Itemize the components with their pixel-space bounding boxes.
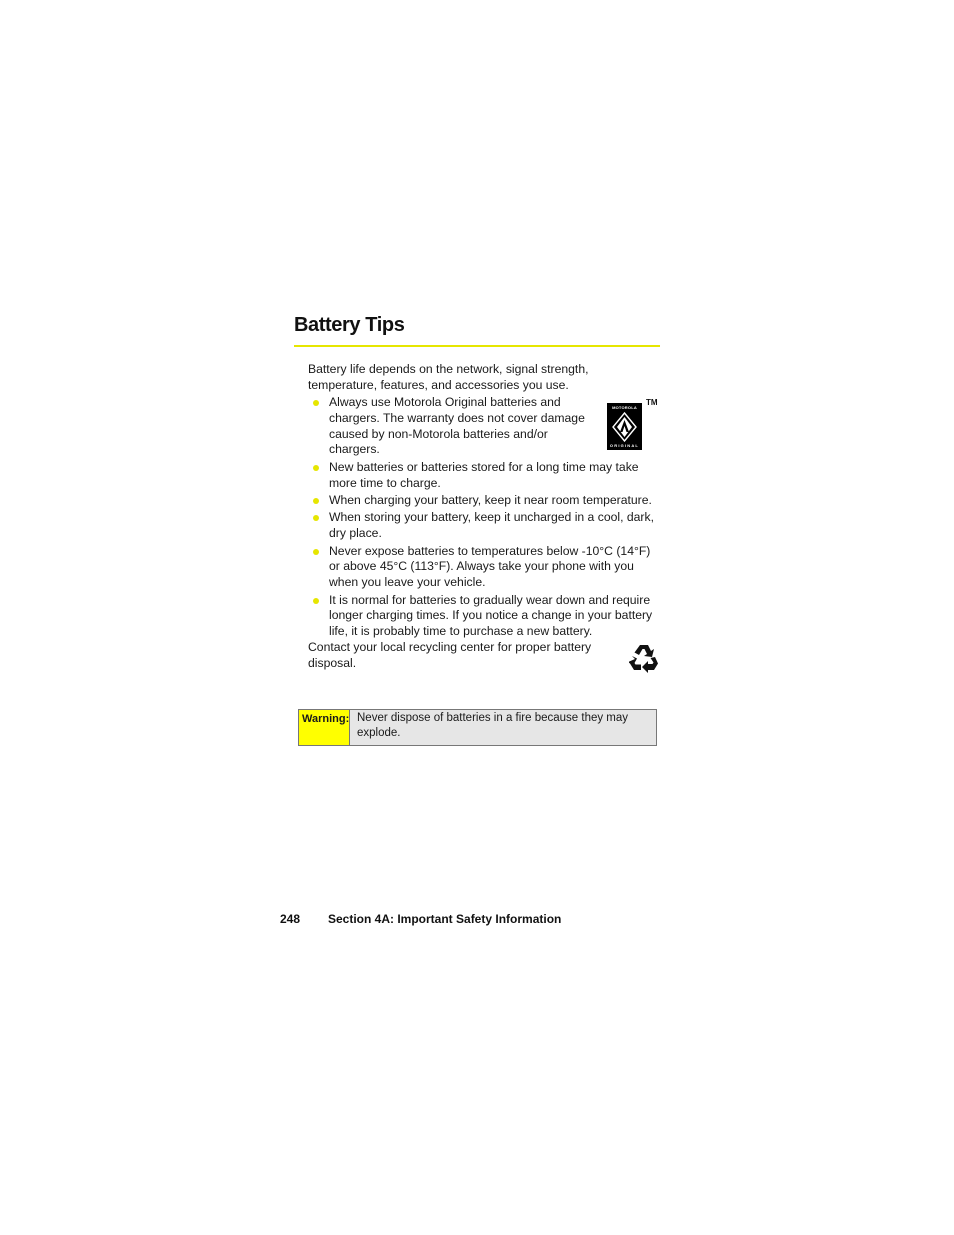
section-title: Section 4A: Important Safety Information bbox=[328, 912, 562, 926]
list-item-text: When charging your battery, keep it near room temperature. bbox=[329, 492, 652, 507]
bullet-icon bbox=[313, 400, 319, 406]
warning-text: Never dispose of batteries in a fire because they may explode. bbox=[357, 712, 629, 739]
warning-label: Warning: bbox=[299, 710, 350, 745]
list-item bbox=[308, 593, 660, 640]
bullet-icon bbox=[313, 515, 319, 521]
recycle-icon bbox=[629, 643, 659, 673]
bullet-icon bbox=[313, 598, 319, 604]
page-title: Battery Tips bbox=[294, 314, 405, 336]
list-item-text: It is normal for batteries to gradually wear down and require longer charging times. If you notice a change in your battery life, it is probably time to purchase a new battery. bbox=[329, 592, 653, 639]
title-underline bbox=[294, 345, 660, 347]
intro-paragraph: Battery life depends on the network, signal strength, temperature, features, and accessories you use. bbox=[308, 362, 589, 392]
bullet-icon bbox=[313, 465, 319, 471]
list-item-text: Always use Motorola Original batteries and chargers. The warranty does not cover damage caused by non-Motorola batteries and/or chargers. bbox=[329, 395, 585, 457]
warning-box bbox=[298, 709, 657, 746]
list-item bbox=[308, 510, 660, 542]
logo-original-text: ORIGINAL bbox=[609, 443, 640, 448]
page-number: 248 bbox=[280, 912, 301, 926]
list-item-text: New batteries or batteries stored for a long time may take more time to charge. bbox=[329, 459, 639, 490]
page-footer bbox=[280, 912, 561, 926]
list-item-text: When storing your battery, keep it uncharged in a cool, dark, dry place. bbox=[329, 510, 654, 541]
trademark-mark: TM bbox=[646, 398, 658, 407]
logo-brand-text: MOTOROLA bbox=[612, 405, 637, 410]
list-item bbox=[308, 460, 660, 492]
list-item-text: Never expose batteries to temperatures below -10°C (14°F) or above 45°C (113°F). Always take your phone with you when you leave your vehicle. bbox=[329, 543, 651, 590]
motorola-diamond-icon bbox=[612, 412, 637, 442]
list-item bbox=[308, 544, 660, 591]
list-item bbox=[308, 493, 660, 509]
bullet-icon bbox=[313, 549, 319, 555]
list-item bbox=[308, 395, 589, 458]
motorola-original-logo bbox=[607, 403, 642, 450]
recycling-paragraph: Contact your local recycling center for proper battery disposal. bbox=[308, 640, 592, 670]
bullet-icon bbox=[313, 498, 319, 504]
